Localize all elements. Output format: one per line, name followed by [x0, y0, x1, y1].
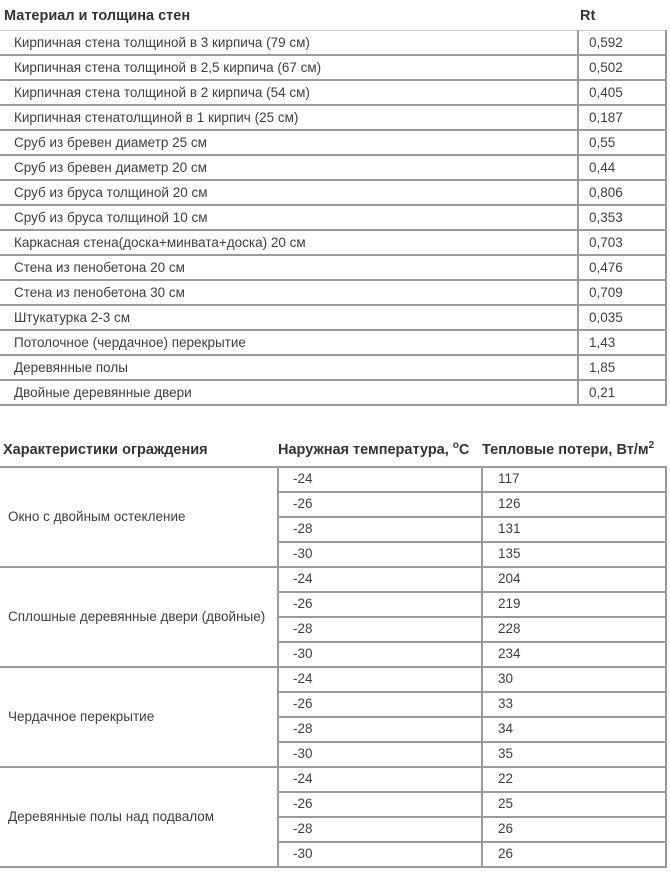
heat-loss-header-row	[0, 440, 666, 467]
materials-row	[0, 255, 666, 280]
materials-row	[0, 130, 666, 155]
heat-loss-cell: 25	[482, 792, 666, 817]
materials-row	[0, 31, 666, 56]
temperature-header-text: Наружная температура,	[278, 441, 453, 458]
material-cell: Штукатурка 2-3 см	[0, 305, 578, 330]
rt-value-cell: 0,353	[578, 205, 666, 230]
material-cell: Сруб из бревен диаметр 20 см	[0, 155, 578, 180]
heat-loss-cell: 33	[482, 692, 666, 717]
temperature-cell: -28	[278, 617, 482, 642]
temperature-header-superscript: о	[452, 440, 459, 451]
heat-loss-cell: 26	[482, 842, 666, 867]
enclosure-label-cell: Деревянные полы над подвалом	[0, 767, 278, 867]
temperature-cell: -24	[278, 567, 482, 592]
rt-value-cell: 0,035	[578, 305, 666, 330]
materials-row	[0, 380, 666, 405]
temperature-cell: -24	[278, 667, 482, 692]
material-cell: Двойные деревянные двери	[0, 380, 578, 405]
rt-value-cell: 0,21	[578, 380, 666, 405]
heat-loss-header-superscript: 2	[648, 440, 655, 451]
materials-table-body	[0, 31, 666, 406]
heat-loss-cell: 126	[482, 492, 666, 517]
temperature-cell: -24	[278, 467, 482, 492]
heat-loss-cell: 234	[482, 642, 666, 667]
page	[0, 8, 670, 895]
temperature-cell: -28	[278, 717, 482, 742]
heat-loss-row	[0, 467, 666, 492]
materials-row	[0, 205, 666, 230]
enclosure-label-cell: Сплошные деревянные двери (двойные)	[0, 567, 278, 667]
enclosure-label-cell: Чердачное перекрытие	[0, 667, 278, 767]
heat-loss-cell: 204	[482, 567, 666, 592]
materials-row	[0, 80, 666, 105]
temperature-cell: -26	[278, 492, 482, 517]
rt-value-cell: 0,703	[578, 230, 666, 255]
materials-row	[0, 280, 666, 305]
temperature-header-unit: С	[458, 441, 470, 458]
materials-row	[0, 105, 666, 130]
rt-value-cell: 0,476	[578, 255, 666, 280]
heat-loss-cell: 34	[482, 717, 666, 742]
material-cell: Стена из пенобетона 20 см	[0, 255, 578, 280]
material-cell: Каркасная стена(доска+минвата+доска) 20 см	[0, 230, 578, 255]
heat-loss-cell: 228	[482, 617, 666, 642]
heat-loss-column-header	[482, 440, 666, 467]
materials-row	[0, 180, 666, 205]
rt-value-cell: 0,806	[578, 180, 666, 205]
heat-loss-cell: 117	[482, 467, 666, 492]
rt-column-header: Rt	[578, 8, 666, 31]
heat-loss-row	[0, 767, 666, 792]
material-cell: Кирпичная стена толщиной в 3 кирпича (79 см)	[0, 31, 578, 56]
heat-loss-cell: 135	[482, 542, 666, 567]
materials-row	[0, 305, 666, 330]
heat-loss-table	[0, 440, 667, 868]
temperature-column-header	[278, 440, 482, 467]
materials-row	[0, 155, 666, 180]
material-cell: Кирпичная стена толщиной в 2 кирпича (54 см)	[0, 80, 578, 105]
materials-row	[0, 330, 666, 355]
rt-value-cell: 0,55	[578, 130, 666, 155]
temperature-cell: -28	[278, 517, 482, 542]
rt-value-cell: 0,405	[578, 80, 666, 105]
temperature-cell: -26	[278, 692, 482, 717]
temperature-cell: -28	[278, 817, 482, 842]
temperature-cell: -24	[278, 767, 482, 792]
material-cell: Сруб из бруса толщиной 10 см	[0, 205, 578, 230]
rt-value-cell: 0,187	[578, 105, 666, 130]
heat-loss-cell: 131	[482, 517, 666, 542]
material-cell: Кирпичная стена толщиной в 2,5 кирпича (67 см)	[0, 55, 578, 80]
rt-value-cell: 0,502	[578, 55, 666, 80]
heat-loss-header-text: Тепловые потери, Вт/м	[482, 441, 649, 458]
material-cell: Деревянные полы	[0, 355, 578, 380]
temperature-cell: -30	[278, 542, 482, 567]
heat-loss-cell: 26	[482, 817, 666, 842]
heat-loss-row	[0, 667, 666, 692]
material-cell: Сруб из бруса толщиной 20 см	[0, 180, 578, 205]
temperature-cell: -30	[278, 742, 482, 767]
materials-row	[0, 55, 666, 80]
enclosure-label-cell: Окно с двойным остекление	[0, 467, 278, 567]
rt-value-cell: 0,592	[578, 31, 666, 56]
heat-loss-cell: 22	[482, 767, 666, 792]
material-cell: Кирпичная стенатолщиной в 1 кирпич (25 см)	[0, 105, 578, 130]
temperature-cell: -26	[278, 792, 482, 817]
heat-loss-cell: 35	[482, 742, 666, 767]
enclosure-column-header: Характеристики ограждения	[0, 440, 278, 467]
materials-table	[0, 8, 667, 406]
materials-title: Материал и толщина стен	[0, 8, 578, 31]
rt-value-cell: 0,44	[578, 155, 666, 180]
material-cell: Стена из пенобетона 30 см	[0, 280, 578, 305]
heat-loss-cell: 219	[482, 592, 666, 617]
material-cell: Сруб из бревен диаметр 25 см	[0, 130, 578, 155]
material-cell: Потолочное (чердачное) перекрытие	[0, 330, 578, 355]
materials-header-row	[0, 8, 666, 31]
rt-value-cell: 1,43	[578, 330, 666, 355]
heat-loss-cell: 30	[482, 667, 666, 692]
materials-row	[0, 355, 666, 380]
heat-loss-row	[0, 567, 666, 592]
temperature-cell: -30	[278, 842, 482, 867]
rt-value-cell: 1,85	[578, 355, 666, 380]
temperature-cell: -26	[278, 592, 482, 617]
rt-value-cell: 0,709	[578, 280, 666, 305]
heat-loss-table-body	[0, 467, 666, 867]
temperature-cell: -30	[278, 642, 482, 667]
materials-row	[0, 230, 666, 255]
